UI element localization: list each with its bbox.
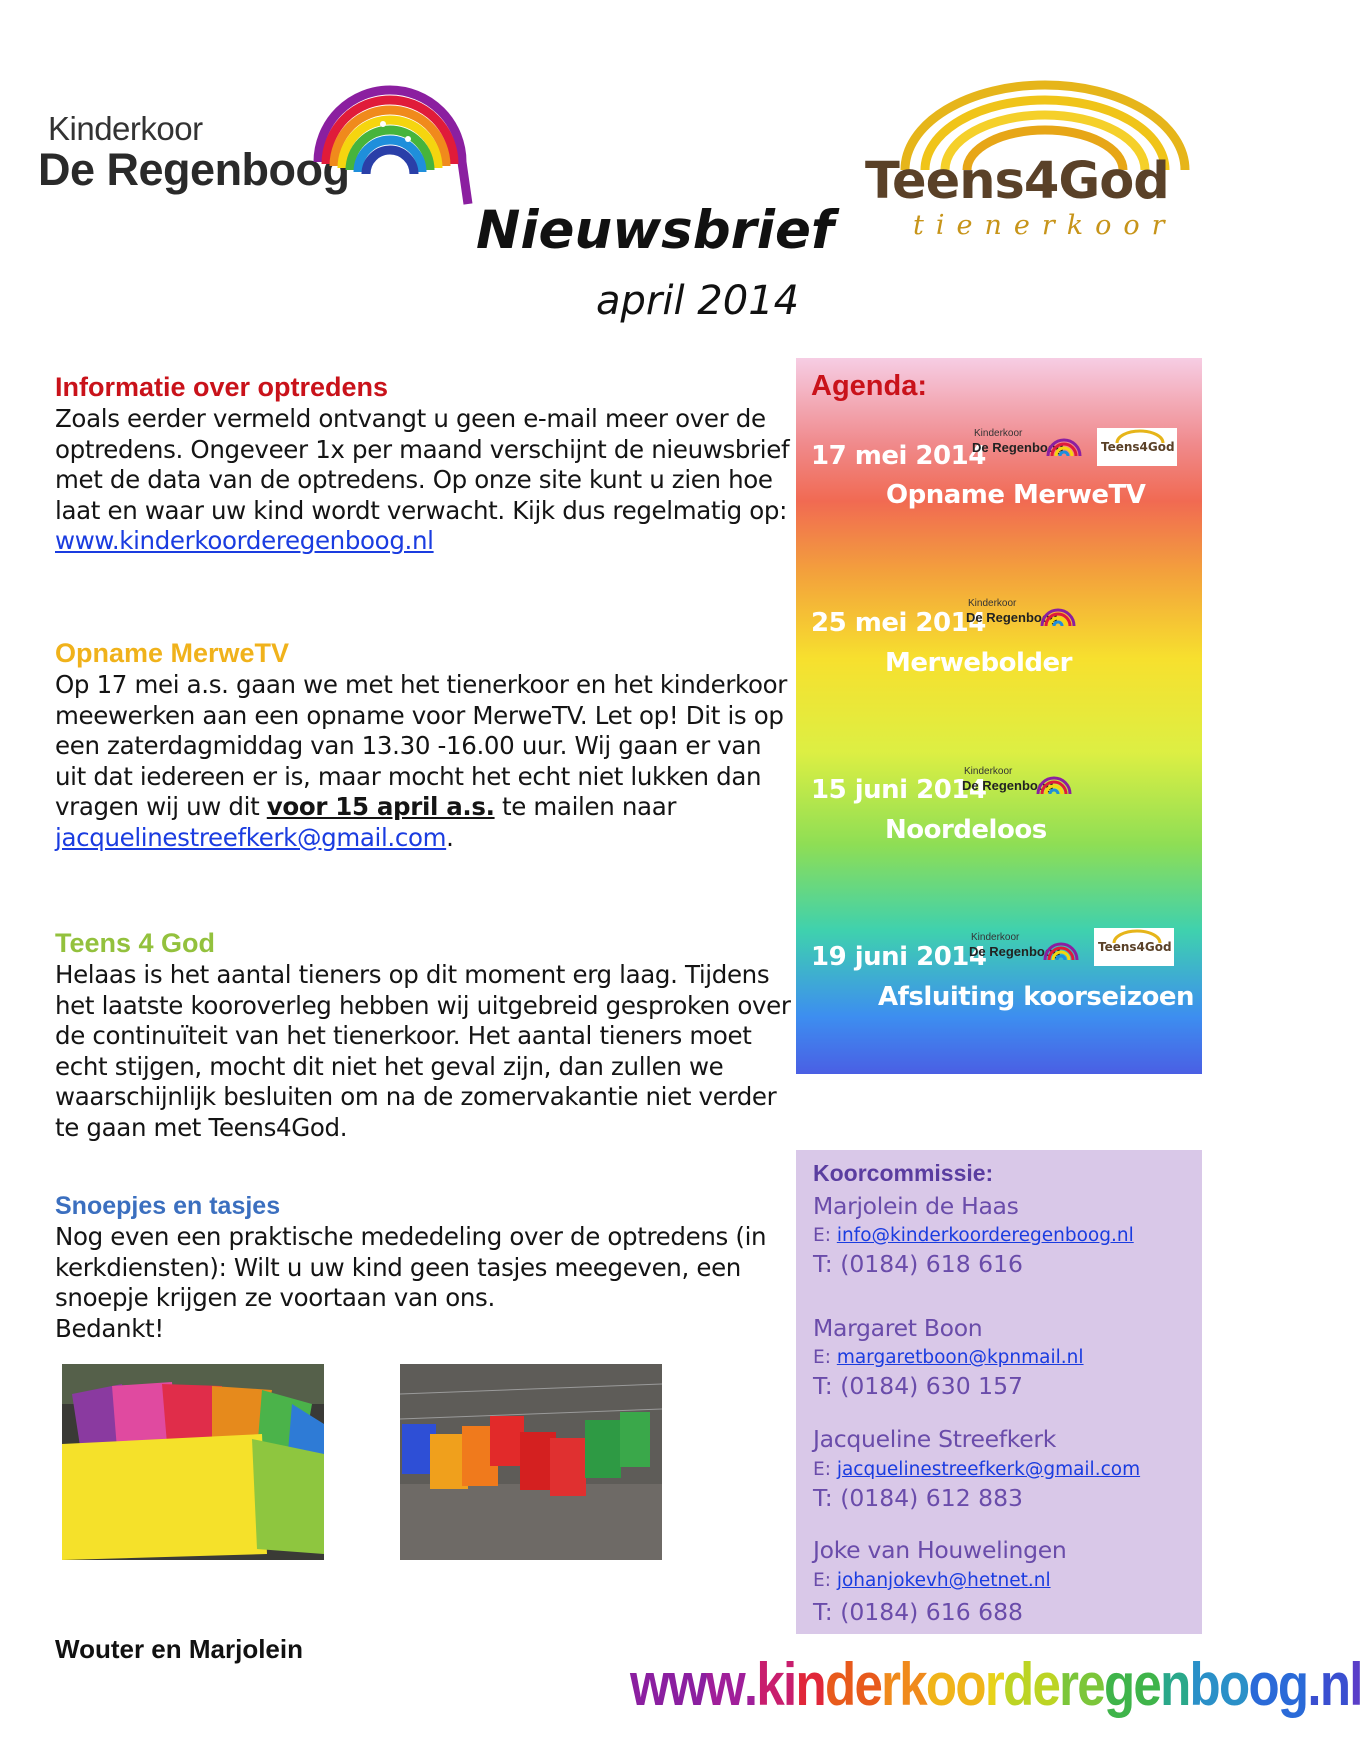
mini-logo-teens4god-label: Teens4God [1098,940,1172,954]
member-email-row [813,1225,1134,1246]
agenda-item-title: Merwebolder [885,648,1072,678]
mini-logo-teens4god [1097,428,1177,466]
page-title: Nieuwsbrief [476,200,834,261]
mini-logo-kinderkoor [966,598,1078,636]
mini-logo-line2: De Regenboog [962,778,1054,793]
paragraph-optredens [55,404,795,557]
text-merwetv-bold: voor 15 april a.s. [266,792,495,821]
heading-merwetv: Opname MerweTV [55,638,290,668]
photo-colored-capes [62,1364,324,1560]
mini-logo-kinderkoor [962,766,1074,804]
link-website[interactable]: www.kinderkoorderegenboog.nl [55,526,434,555]
mini-logo-teens4god [1094,928,1174,966]
tel-prefix: T: [813,1484,833,1512]
member-tel: (0184) 630 157 [840,1372,1023,1400]
member-tel: (0184) 616 688 [840,1598,1023,1626]
rainbow-icon [1044,428,1084,460]
logo-left-line1: Kinderkoor [48,110,203,147]
mini-logo-line1: Kinderkoor [971,932,1020,943]
member-tel-row [813,1598,1023,1626]
member-tel: (0184) 618 616 [840,1250,1023,1278]
text-bedankt: Bedankt! [55,1313,164,1343]
agenda-item-date: 25 mei 2014 [811,608,986,638]
member-name: Joke van Houwelingen [813,1536,1067,1564]
rainbow-icon [308,84,478,214]
mini-logo-teens4god-label: Teens4God [1101,440,1175,454]
member-name: Marjolein de Haas [813,1192,1019,1220]
text-merwetv-2: te mailen naar [494,792,677,821]
member-tel-row [813,1372,1023,1400]
mini-logo-line1: Kinderkoor [974,428,1023,439]
member-email-link[interactable]: margaretboon@kpnmail.nl [836,1347,1084,1368]
rainbow-icon [1038,598,1078,630]
member-tel-row [813,1250,1023,1278]
mini-logo-kinderkoor [969,932,1081,970]
member-tel-row [813,1484,1023,1512]
agenda-item-title: Opname MerweTV [886,480,1146,510]
agenda-item-date: 19 juni 2014 [811,942,987,972]
text-optredens: Zoals eerder vermeld ontvangt u geen e-mail meer over de optredens. Ongeveer 1x per maand verschijnt de nieuwsbrief met de data van de optredens. Op onze site kunt u zien hoe laat en waar uw kind wordt verwacht. Kijk dus regelmatig op: [55,404,790,525]
member-email-link[interactable]: johanjokevh@hetnet.nl [836,1570,1051,1591]
agenda-item-title: Noordeloos [885,815,1047,845]
email-prefix: E: [813,1570,831,1591]
agenda-heading: Agenda: [811,370,927,402]
logo-kinderkoor-de-regenboog [38,84,468,214]
link-email-jacqueline[interactable]: jacquelinestreefkerk@gmail.com [55,822,447,852]
tel-prefix: T: [813,1372,833,1400]
mini-logo-line1: Kinderkoor [964,766,1013,777]
agenda-item-date: 15 juni 2014 [811,775,987,805]
paragraph-snoepjes [55,1222,795,1344]
email-prefix: E: [813,1347,831,1368]
mini-logo-kinderkoor [972,428,1084,466]
logo-teens4god [855,80,1205,255]
page-subtitle: april 2014 [596,278,800,324]
member-email-row [813,1459,1140,1480]
tel-prefix: T: [813,1598,833,1626]
email-prefix: E: [813,1225,831,1246]
member-email-link[interactable]: jacquelinestreefkerk@gmail.com [836,1459,1141,1480]
mini-logo-line2: De Regenboog [969,944,1061,959]
member-tel: (0184) 612 883 [840,1484,1023,1512]
heading-optredens: Informatie over optredens [55,372,389,402]
footer-website-url[interactable]: www.kinderkoorderegenboog.nl [630,1651,1362,1718]
rainbow-icon [1041,932,1081,964]
koorcommissie-heading: Koorcommissie: [813,1160,994,1186]
mini-logo-line2: De Regenboog [966,610,1058,625]
logo-left-line2: De Regenboog [38,144,350,195]
text-merwetv-end: . [446,822,454,852]
email-prefix: E: [813,1459,831,1480]
member-email-row [813,1570,1051,1591]
paragraph-teens4god: Helaas is het aantal tieners op dit moment erg laag. Tijdens het laatste kooroverleg hebben wij uitgebreid gesproken over de continuïteit van het tienerkoor. Het aantal tieners moet echt stijgen, mocht dit niet het geval zijn, dan zullen we waarschijnlijk besluiten om na de zomervakantie niet verder te gaan met Teens4God. [55,960,791,1142]
member-email-row [813,1347,1084,1368]
photo-colored-shirts [400,1364,662,1560]
paragraph-merwetv [55,670,795,853]
logo-right-line2: tienerkoor [913,210,1177,241]
signature: Wouter en Marjolein [55,1634,303,1664]
member-name: Margaret Boon [813,1314,983,1342]
agenda-item-title: Afsluiting koorseizoen [878,982,1195,1012]
mini-logo-line2: De Regenboog [972,440,1064,455]
text-merwetv-1: Op 17 mei a.s. gaan we met het tienerkoor en het kinderkoor meewerken aan een opname voor MerweTV. Let op! Dit is op een zaterdagmiddag van 13.30 -16.00 uur. Wij gaan er van uit dat iedereen er is, maar mocht het echt niet lukken dan vragen wij uw dit [55,670,788,821]
member-email-link[interactable]: info@kinderkoorderegenboog.nl [836,1225,1134,1246]
text-snoepjes: Nog even een praktische mededeling over de optredens (in kerkdiensten): Wilt u uw kind geen tasjes meegeven, een snoepje krijgen ze voortaan van ons. [55,1222,767,1312]
member-name: Jacqueline Streefkerk [813,1425,1057,1453]
heading-teens4god: Teens 4 God [55,928,216,958]
heading-snoepjes: Snoepjes en tasjes [55,1192,281,1220]
rainbow-icon [1034,766,1074,798]
agenda-item-date: 17 mei 2014 [811,441,986,471]
logo-right-line1: Teens4God [865,152,1169,211]
tel-prefix: T: [813,1250,833,1278]
mini-logo-line1: Kinderkoor [968,598,1017,609]
